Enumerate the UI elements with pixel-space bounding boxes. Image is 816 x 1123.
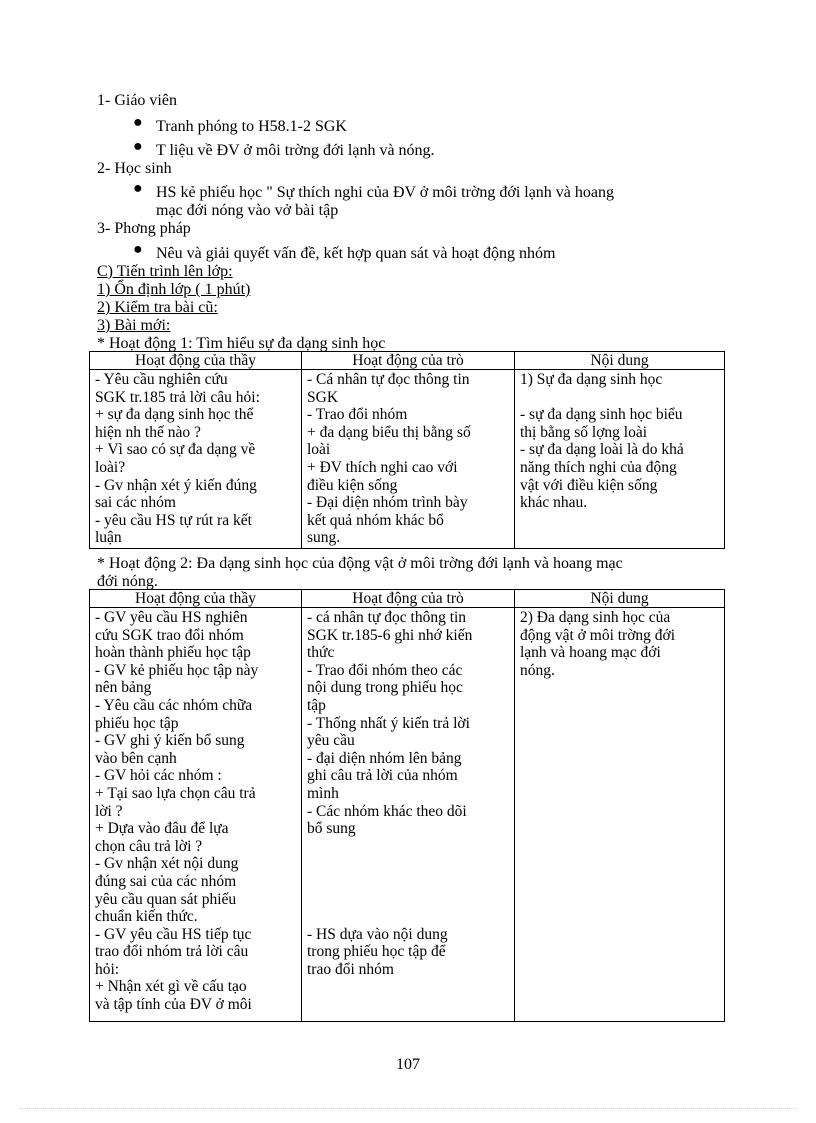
bullet-icon: ● xyxy=(133,180,143,197)
method-item: Nêu và giải quyết vấn đề, kết hợp quan sát và hoạt động nhóm xyxy=(156,245,556,262)
activity1-table xyxy=(89,351,725,549)
table-row xyxy=(90,370,725,549)
activity2-teacher-text-2: - GV yêu cầu HS tiếp tục trao đổi nhóm trả lời câu hỏi: + Nhận xét gì về cấu tạo và tập tính của ĐV ở môi xyxy=(95,925,252,1014)
header-content: Nội dung xyxy=(515,352,725,370)
teacher-item: T liệu về ĐV ở môi trờng đới lạnh và nóng. xyxy=(156,142,435,159)
process-step1-text: 1) Ổn định lớp ( 1 phút) xyxy=(97,281,251,298)
bullet-icon: ● xyxy=(133,241,143,258)
header-teacher: Hoạt động của thầy xyxy=(90,590,302,608)
header-teacher: Hoạt động của thầy xyxy=(90,352,302,370)
student-heading: 2- Học sinh xyxy=(97,160,172,177)
spacer xyxy=(307,838,509,926)
activity1-teacher-cell: - Yêu cầu nghiên cứu SGK tr.185 trả lời câu hỏi: + sự đa dạng sinh học thể hiện nh thế nào ? + Vì sao có sự đa dạng về loài? - Gv nhận xét ý kiến đúng sai các nhóm - yêu cầu HS tự rút ra kết luận xyxy=(90,370,302,549)
activity2-student-text-1: - cá nhân tự đọc thông tin SGK tr.185-6 ghi nhớ kiến thức - Trao đổi nhóm theo các nội dung trong phiếu học tập - Thống nhất ý kiến trả lời yêu cầu - đại diện nhóm lên bảng ghi câu trả lời của nhóm mình - Các nhóm khác theo dõi bổ sung xyxy=(307,609,473,838)
header-student: Hoạt động của trò xyxy=(302,590,515,608)
table-header-row xyxy=(90,352,725,370)
header-student: Hoạt động của trò xyxy=(302,352,515,370)
activity1-student-cell: - Cá nhân tự đọc thông tin SGK - Trao đổi nhóm + đa dạng biểu thị bằng số loài + ĐV thích nghi cao với điều kiện sống - Đại diện nhóm trình bày kết quả nhóm khác bổ sung. xyxy=(302,370,515,549)
activity2-table xyxy=(89,589,725,1022)
process-step1 xyxy=(97,281,250,299)
bullet-icon: ● xyxy=(133,114,143,131)
table-row xyxy=(90,608,725,1022)
process-step2: 2) Kiểm tra bài cũ: xyxy=(97,299,218,316)
activity2-teacher-text-1: - GV yêu cầu HS nghiên cứu SGK trao đổi nhóm hoàn thành phiếu học tập - GV kẻ phiếu học tập này nên bảng - Yêu cầu các nhóm chữa phiếu học tập - GV ghi ý kiến bổ sung vào bên cạnh - GV hỏi các nhóm : + Tại sao lựa chọn câu trả lời ? + Dựa vào đâu để lựa chọn câu trả lời ? - Gv nhận xét nội dung đúng sai của các nhóm yêu cầu quan sát phiếu chuẩn kiến thức. xyxy=(95,609,259,926)
activity1-title: * Hoạt động 1: Tìm hiểu sự đa dạng sinh học xyxy=(97,335,386,352)
page-number: 107 xyxy=(396,1056,420,1073)
page-divider xyxy=(20,1108,796,1109)
student-item-line1: HS kẻ phiếu học " Sự thích nghi của ĐV ở môi trờng đới lạnh và hoang xyxy=(156,184,615,201)
bullet-icon: ● xyxy=(133,138,143,155)
method-heading: 3- Phơng pháp xyxy=(97,220,191,237)
activity2-teacher-cell xyxy=(90,608,302,1022)
process-step3: 3) Bài mới: xyxy=(97,317,171,334)
activity1-content-cell: 1) Sự đa dạng sinh học - sự đa dạng sinh học biểu thị bằng số lợng loài - sự đa dạng loài là do khả năng thích nghi của động vật với điều kiện sống khác nhau. xyxy=(515,370,725,549)
header-content: Nội dung xyxy=(515,590,725,608)
teacher-item: Tranh phóng to H58.1-2 SGK xyxy=(156,118,347,135)
activity2-student-text-2: - HS dựa vào nội dung trong phiếu học tập để trao đổi nhóm xyxy=(307,925,448,978)
activity2-title-line2: đới nóng. xyxy=(97,573,158,590)
student-item-line2: mạc đới nóng vào vở bài tập xyxy=(156,202,339,219)
teacher-heading: 1- Giáo viên xyxy=(97,92,177,109)
process-heading: C) Tiến trình lên lớp: xyxy=(97,263,233,280)
table-header-row xyxy=(90,590,725,608)
activity2-student-cell xyxy=(302,608,515,1022)
activity2-title-line1: * Hoạt động 2: Đa dạng sinh học của động vật ở môi trờng đới lạnh và hoang mạc xyxy=(97,555,623,572)
activity2-content-cell: 2) Đa dạng sinh học của động vật ở môi trờng đới lạnh và hoang mạc đới nóng. xyxy=(515,608,725,1022)
